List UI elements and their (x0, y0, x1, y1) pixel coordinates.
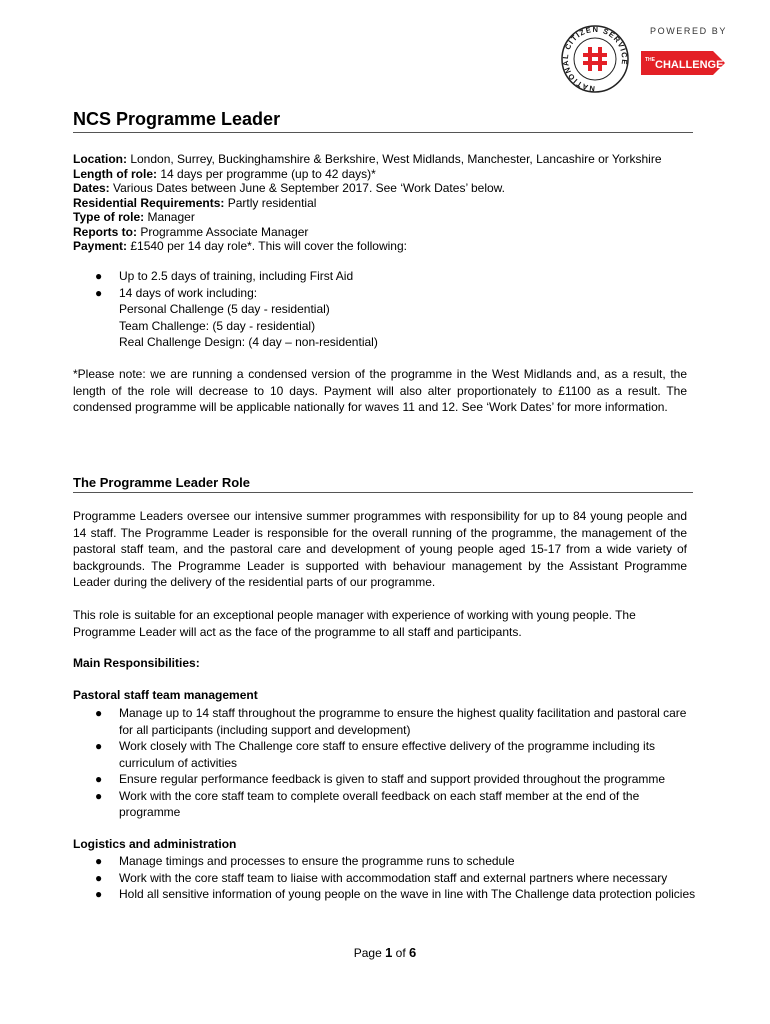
bullet-icon: ● (95, 285, 103, 300)
logistics-heading: Logistics and administration (73, 837, 237, 851)
sub-item: Team Challenge: (5 day - residential) (119, 318, 316, 333)
page-number: 1 (385, 945, 393, 960)
bullet-icon: ● (95, 887, 103, 901)
pastoral-list (73, 705, 698, 821)
payment-list (73, 268, 698, 351)
list-item: ● Manage timings and processes to ensure the programme runs to schedule (95, 854, 515, 868)
logistics-list (73, 853, 698, 903)
page-footer (0, 945, 770, 960)
list-item: ● Hold all sensitive information of young people on the wave in line with The Challenge data protection policies (95, 887, 696, 901)
main-responsibilities-heading: Main Responsibilities: (73, 656, 200, 670)
bullet-icon: ● (95, 788, 103, 803)
detail-payment: Payment: £1540 per 14 day role*. This will cover the following: (73, 239, 407, 253)
role-details (73, 152, 698, 254)
list-item: ● 14 days of work including: (95, 285, 258, 300)
detail-length: Length of role: 14 days per programme (up to 42 days)* (73, 166, 376, 181)
bullet-icon: ● (95, 739, 103, 753)
suitability-paragraph: This role is suitable for an exceptional people manager with experience of working with young people. The Programme Leader will act as the face of the programme to all staff and participants. (73, 608, 636, 639)
list-item: ● Ensure regular performance feedback is given to staff and support provided throughout the programme (95, 772, 666, 786)
detail-type: Type of role: Manager (73, 210, 195, 224)
section-divider (73, 492, 693, 493)
of-word: of (395, 946, 406, 960)
role-paragraph: Programme Leaders oversee our intensive summer programmes with responsibility for up to 84 young people and 14 staff. The Programme Leader is responsible for the overall running of the programme, the management of the pastoral staff team, and the pastoral care and development of young people aged 15-17 from a wide variety of backgrounds. The Programme Leader is supported with behaviour management by the Assistant Programme Leader during the delivery of the residential parts of our programme. (73, 509, 687, 589)
powered-by-label: POWERED BY (650, 26, 728, 36)
pastoral-heading: Pastoral staff team management (73, 688, 258, 702)
page-word: Page (353, 946, 382, 960)
challenge-logo-prefix: THE (645, 57, 655, 63)
bullet-icon: ● (95, 706, 103, 720)
challenge-logo-text: CHALLENGE (655, 59, 724, 71)
logo-area (555, 24, 730, 94)
detail-location: Location: London, Surrey, Buckinghamshire & Berkshire, West Midlands, Manchester, Lancashire or Yorkshire (73, 152, 662, 166)
list-item: ● Work with the core staff team to complete overall feedback on each staff member at the end of the programme (95, 788, 640, 819)
list-item: ● Work with the core staff team to liaise with accommodation staff and external partners where necessary (95, 870, 668, 885)
ncs-logo (555, 24, 635, 94)
sub-item: Real Challenge Design: (4 day – non-residential) (119, 335, 378, 349)
section-heading: The Programme Leader Role (73, 475, 250, 490)
list-item: ● Manage up to 14 staff throughout the programme to ensure the highest quality facilitation and pastoral care for all participants (including support and development) (95, 706, 687, 737)
list-item: ● Up to 2.5 days of training, including First Aid (95, 269, 354, 283)
ncs-ring-text: NATIONAL CITIZEN SERVICE (560, 24, 630, 94)
page-total: 6 (409, 945, 417, 960)
detail-dates: Dates: Various Dates between June & September 2017. See ‘Work Dates’ below. (73, 181, 506, 195)
bullet-icon: ● (95, 269, 103, 283)
svg-text:NATIONAL CITIZEN SERVICE (561, 25, 629, 93)
list-item: ● Work closely with The Challenge core staff to ensure effective delivery of the programme including its curriculum of activities (95, 739, 656, 770)
title-divider (73, 132, 693, 133)
sub-item: Personal Challenge (5 day - residential) (119, 302, 330, 316)
detail-reports-to: Reports to: Programme Associate Manager (73, 224, 309, 239)
bullet-icon: ● (95, 870, 103, 885)
bullet-icon: ● (95, 772, 103, 786)
page-title: NCS Programme Leader (73, 109, 281, 129)
condensed-note: *Please note: we are running a condensed version of the programme in the West Midlands and, as a result, the length of the role will decrease to 10 days. Payment will also alter proportionately to £1100 as a result. The condensed programme will be applicable nationally for waves 11 and 12. See ‘Work Dates’ for more information. (73, 367, 687, 414)
detail-residential: Residential Requirements: Partly residential (73, 195, 317, 210)
the-challenge-logo (641, 48, 725, 78)
bullet-icon: ● (95, 854, 103, 868)
